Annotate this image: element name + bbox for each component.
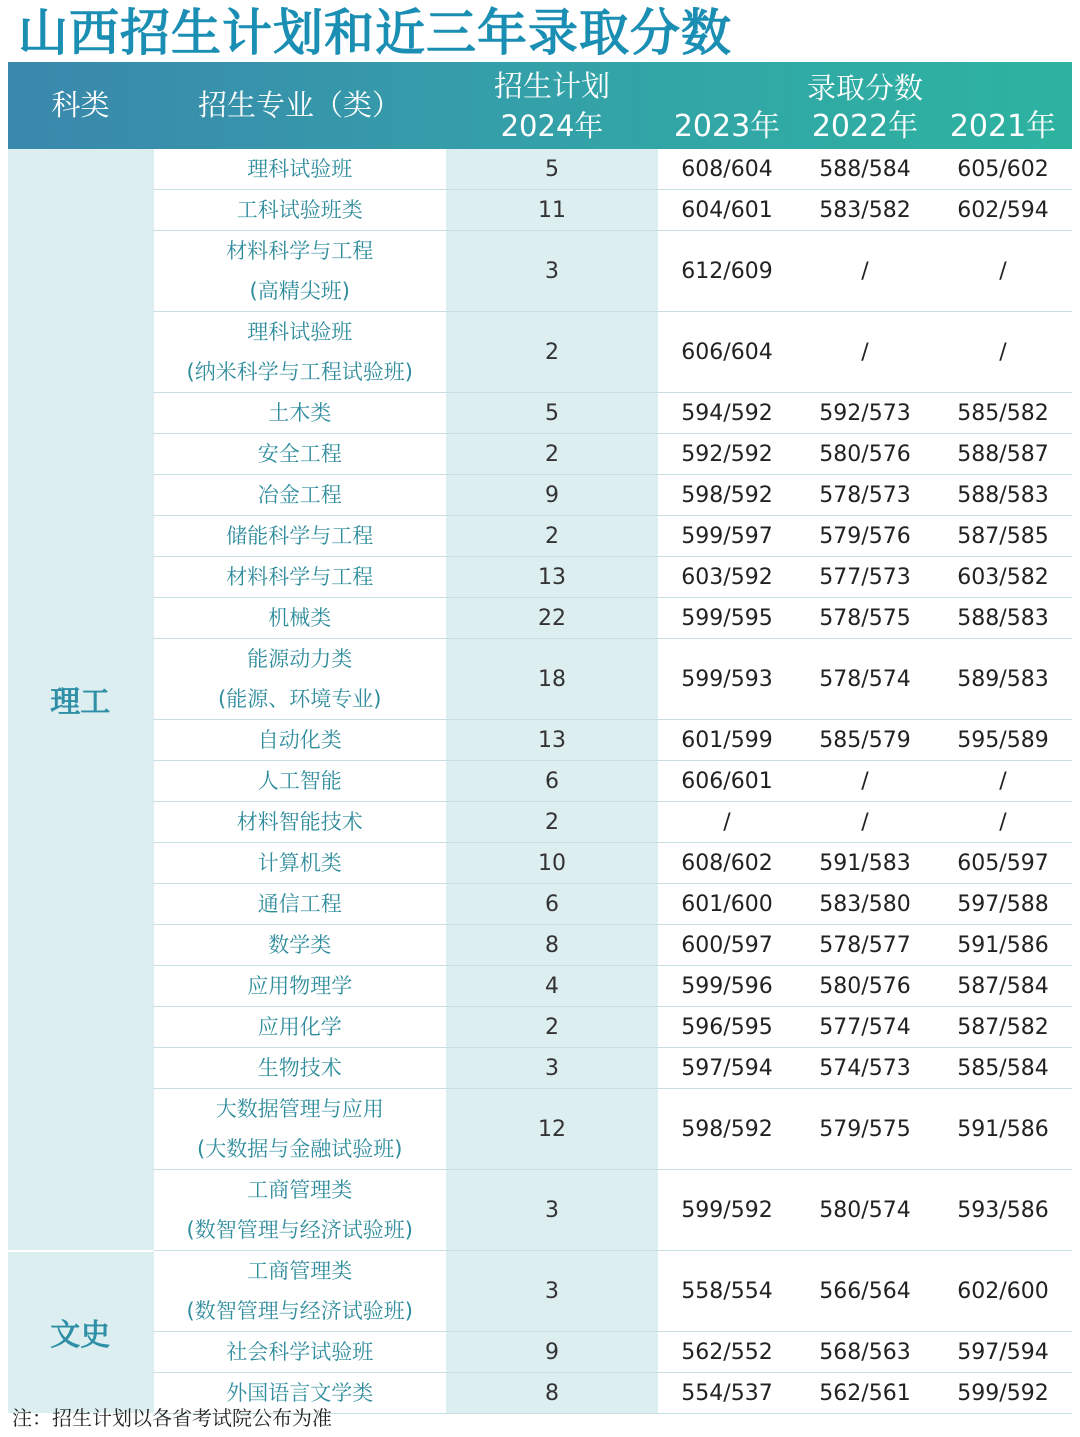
- plan-cell: 6: [446, 884, 658, 925]
- table-row: [8, 802, 1072, 843]
- score-2022-cell: /: [796, 802, 934, 843]
- table-row: [8, 516, 1072, 557]
- major-name-line: 能源动力类: [247, 647, 353, 671]
- plan-cell: 3: [446, 231, 658, 312]
- plan-cell: 9: [446, 475, 658, 516]
- table-row: [8, 598, 1072, 639]
- page-title: 山西招生计划和近三年录取分数: [18, 4, 732, 62]
- major-name-line: 自动化类: [257, 728, 342, 752]
- major-name-line: (高精尖班): [249, 279, 350, 303]
- plan-cell: 3: [446, 1048, 658, 1089]
- score-2021-cell: 587/582: [934, 1007, 1072, 1048]
- table-row: [8, 1170, 1072, 1251]
- major-name-line: 机械类: [268, 606, 332, 630]
- score-2021-cell: 585/584: [934, 1048, 1072, 1089]
- plan-cell: 9: [446, 1332, 658, 1373]
- score-2023-cell: 601/600: [658, 884, 796, 925]
- table-row: [8, 190, 1072, 231]
- major-cell: [153, 231, 446, 312]
- plan-cell: 5: [446, 393, 658, 434]
- score-2023-cell: 558/554: [658, 1251, 796, 1332]
- major-cell: [153, 393, 446, 434]
- header-scores: [658, 62, 1072, 149]
- plan-cell: 12: [446, 1089, 658, 1170]
- score-2022-cell: 578/577: [796, 925, 934, 966]
- plan-cell: 4: [446, 966, 658, 1007]
- major-cell: [153, 1048, 446, 1089]
- major-name-line: 材料科学与工程: [226, 239, 374, 263]
- table-body: [8, 149, 1072, 1414]
- score-2022-cell: 583/580: [796, 884, 934, 925]
- header-plan: [446, 62, 658, 149]
- score-2022-cell: 562/561: [796, 1373, 934, 1414]
- score-2021-cell: 605/597: [934, 843, 1072, 884]
- table-row: [8, 639, 1072, 720]
- score-2022-cell: 580/574: [796, 1170, 934, 1251]
- major-name-line: 材料科学与工程: [226, 565, 374, 589]
- plan-cell: 2: [446, 1007, 658, 1048]
- score-2021-cell: 591/586: [934, 1089, 1072, 1170]
- major-name-line: (数智管理与经济试验班): [186, 1299, 413, 1323]
- major-cell: [153, 1332, 446, 1373]
- major-name-line: 应用物理学: [247, 974, 353, 998]
- score-2023-cell: 597/594: [658, 1048, 796, 1089]
- score-2023-cell: 562/552: [658, 1332, 796, 1373]
- table-row: [8, 312, 1072, 393]
- plan-cell: 13: [446, 557, 658, 598]
- table-row: [8, 149, 1072, 190]
- major-name-line: (大数据与金融试验班): [197, 1137, 403, 1161]
- score-2023-cell: 608/602: [658, 843, 796, 884]
- major-cell: [153, 1007, 446, 1048]
- major-cell: [153, 598, 446, 639]
- table-row: [8, 231, 1072, 312]
- plan-cell: 2: [446, 312, 658, 393]
- major-name-line: 大数据管理与应用: [215, 1097, 384, 1121]
- major-cell: [153, 516, 446, 557]
- header-year-2023: 2023年: [673, 109, 781, 144]
- score-2021-cell: 588/583: [934, 475, 1072, 516]
- score-2023-cell: 599/596: [658, 966, 796, 1007]
- major-cell: [153, 190, 446, 231]
- score-2021-cell: /: [934, 802, 1072, 843]
- table-row: [8, 1332, 1072, 1373]
- score-2021-cell: 588/583: [934, 598, 1072, 639]
- score-2022-cell: 568/563: [796, 1332, 934, 1373]
- score-2023-cell: 596/595: [658, 1007, 796, 1048]
- major-name-line: 计算机类: [257, 851, 342, 875]
- major-name-line: 工商管理类: [247, 1259, 353, 1283]
- table-row: [8, 720, 1072, 761]
- score-2023-cell: 608/604: [658, 149, 796, 190]
- major-cell: [153, 639, 446, 720]
- major-name-line: (能源、环境专业): [218, 687, 382, 711]
- major-cell: [153, 761, 446, 802]
- header-scores-label: 录取分数: [806, 71, 923, 105]
- header-plan-label: 招生计划: [493, 69, 610, 103]
- table-row: [8, 1048, 1072, 1089]
- major-cell: [153, 1251, 446, 1332]
- major-cell: [153, 1170, 446, 1251]
- score-2022-cell: 574/573: [796, 1048, 934, 1089]
- score-2021-cell: /: [934, 231, 1072, 312]
- table-row: [8, 434, 1072, 475]
- score-2021-cell: 597/588: [934, 884, 1072, 925]
- score-2023-cell: 554/537: [658, 1373, 796, 1414]
- score-2022-cell: 592/573: [796, 393, 934, 434]
- score-2022-cell: 578/573: [796, 475, 934, 516]
- score-2021-cell: 602/600: [934, 1251, 1072, 1332]
- major-cell: [153, 557, 446, 598]
- table-row: [8, 843, 1072, 884]
- score-2022-cell: 580/576: [796, 966, 934, 1007]
- score-2023-cell: 599/597: [658, 516, 796, 557]
- major-name-line: 理科试验班: [247, 320, 353, 344]
- major-cell: [153, 312, 446, 393]
- header-year-2022: 2022年: [811, 109, 919, 144]
- major-name-line: 安全工程: [257, 442, 342, 466]
- score-2023-cell: 606/604: [658, 312, 796, 393]
- score-2021-cell: 591/586: [934, 925, 1072, 966]
- category-cell: 文史: [8, 1251, 153, 1414]
- table-row: [8, 475, 1072, 516]
- major-cell: [153, 925, 446, 966]
- major-cell: [153, 884, 446, 925]
- table-row: [8, 966, 1072, 1007]
- score-2022-cell: /: [796, 312, 934, 393]
- score-2023-cell: 604/601: [658, 190, 796, 231]
- major-cell: [153, 1089, 446, 1170]
- major-name-line: 外国语言文学类: [226, 1381, 374, 1405]
- score-2023-cell: 599/595: [658, 598, 796, 639]
- score-2023-cell: 612/609: [658, 231, 796, 312]
- header-plan-year: 2024年: [500, 109, 604, 143]
- plan-cell: 10: [446, 843, 658, 884]
- major-name-line: 社会科学试验班: [226, 1340, 374, 1364]
- score-2021-cell: 595/589: [934, 720, 1072, 761]
- major-name-line: (纳米科学与工程试验班): [186, 360, 413, 384]
- table-row: [8, 761, 1072, 802]
- score-2023-cell: 606/601: [658, 761, 796, 802]
- major-name-line: 生物技术: [257, 1056, 342, 1080]
- category-cell: 理工: [8, 149, 153, 1251]
- score-2023-cell: 598/592: [658, 475, 796, 516]
- score-2023-cell: 592/592: [658, 434, 796, 475]
- major-name-line: 人工智能: [257, 769, 342, 793]
- major-cell: [153, 434, 446, 475]
- major-name-line: 数学类: [268, 933, 332, 957]
- major-cell: [153, 802, 446, 843]
- major-name-line: 材料智能技术: [236, 810, 363, 834]
- score-2021-cell: 593/586: [934, 1170, 1072, 1251]
- major-name-line: 理科试验班: [247, 157, 353, 181]
- score-2022-cell: 585/579: [796, 720, 934, 761]
- score-2023-cell: 600/597: [658, 925, 796, 966]
- plan-cell: 13: [446, 720, 658, 761]
- table-row: [8, 1251, 1072, 1332]
- major-cell: [153, 720, 446, 761]
- header-category: 科类: [8, 62, 153, 149]
- major-name-line: 应用化学: [257, 1015, 342, 1039]
- major-name-line: 工商管理类: [247, 1178, 353, 1202]
- table-header: [8, 62, 1072, 149]
- major-name-line: 通信工程: [257, 892, 342, 916]
- score-2022-cell: /: [796, 231, 934, 312]
- major-name-line: 储能科学与工程: [226, 524, 374, 548]
- plan-cell: 8: [446, 925, 658, 966]
- score-2021-cell: /: [934, 312, 1072, 393]
- score-2021-cell: 587/584: [934, 966, 1072, 1007]
- score-2022-cell: 578/574: [796, 639, 934, 720]
- major-cell: [153, 966, 446, 1007]
- score-2022-cell: 578/575: [796, 598, 934, 639]
- score-2021-cell: 587/585: [934, 516, 1072, 557]
- plan-cell: 3: [446, 1251, 658, 1332]
- score-2022-cell: 577/574: [796, 1007, 934, 1048]
- score-2021-cell: 602/594: [934, 190, 1072, 231]
- major-name-line: 冶金工程: [257, 483, 342, 507]
- score-2021-cell: 585/582: [934, 393, 1072, 434]
- major-name-line: 土木类: [268, 401, 332, 425]
- footnote: 注：招生计划以各省考试院公布为准: [12, 1406, 332, 1430]
- major-name-line: (数智管理与经济试验班): [186, 1218, 413, 1242]
- score-2022-cell: 583/582: [796, 190, 934, 231]
- plan-cell: 8: [446, 1373, 658, 1414]
- table-row: [8, 925, 1072, 966]
- header-major: 招生专业（类）: [153, 62, 446, 149]
- major-cell: [153, 475, 446, 516]
- score-2022-cell: 577/573: [796, 557, 934, 598]
- plan-cell: 18: [446, 639, 658, 720]
- table-row: [8, 557, 1072, 598]
- score-2023-cell: 598/592: [658, 1089, 796, 1170]
- plan-cell: 2: [446, 434, 658, 475]
- plan-cell: 5: [446, 149, 658, 190]
- score-2021-cell: 603/582: [934, 557, 1072, 598]
- plan-cell: 2: [446, 516, 658, 557]
- score-2022-cell: 566/564: [796, 1251, 934, 1332]
- header-year-2021: 2021年: [949, 109, 1057, 144]
- score-2022-cell: 580/576: [796, 434, 934, 475]
- score-2023-cell: 594/592: [658, 393, 796, 434]
- score-2022-cell: 588/584: [796, 149, 934, 190]
- table-row: [8, 884, 1072, 925]
- score-2021-cell: /: [934, 761, 1072, 802]
- score-2021-cell: 588/587: [934, 434, 1072, 475]
- table-row: [8, 1007, 1072, 1048]
- major-cell: [153, 843, 446, 884]
- major-name-line: 工科试验班类: [236, 198, 363, 222]
- score-2023-cell: 603/592: [658, 557, 796, 598]
- plan-cell: 2: [446, 802, 658, 843]
- score-2022-cell: /: [796, 761, 934, 802]
- plan-cell: 6: [446, 761, 658, 802]
- score-2023-cell: 601/599: [658, 720, 796, 761]
- table-row: [8, 393, 1072, 434]
- score-2023-cell: 599/592: [658, 1170, 796, 1251]
- score-2021-cell: 589/583: [934, 639, 1072, 720]
- score-2021-cell: 599/592: [934, 1373, 1072, 1414]
- score-2021-cell: 605/602: [934, 149, 1072, 190]
- major-cell: [153, 149, 446, 190]
- score-2023-cell: /: [658, 802, 796, 843]
- admission-table: [8, 62, 1072, 1415]
- score-2022-cell: 579/576: [796, 516, 934, 557]
- score-2022-cell: 579/575: [796, 1089, 934, 1170]
- score-2021-cell: 597/594: [934, 1332, 1072, 1373]
- plan-cell: 11: [446, 190, 658, 231]
- score-2022-cell: 591/583: [796, 843, 934, 884]
- score-2023-cell: 599/593: [658, 639, 796, 720]
- plan-cell: 3: [446, 1170, 658, 1251]
- plan-cell: 22: [446, 598, 658, 639]
- table-row: [8, 1089, 1072, 1170]
